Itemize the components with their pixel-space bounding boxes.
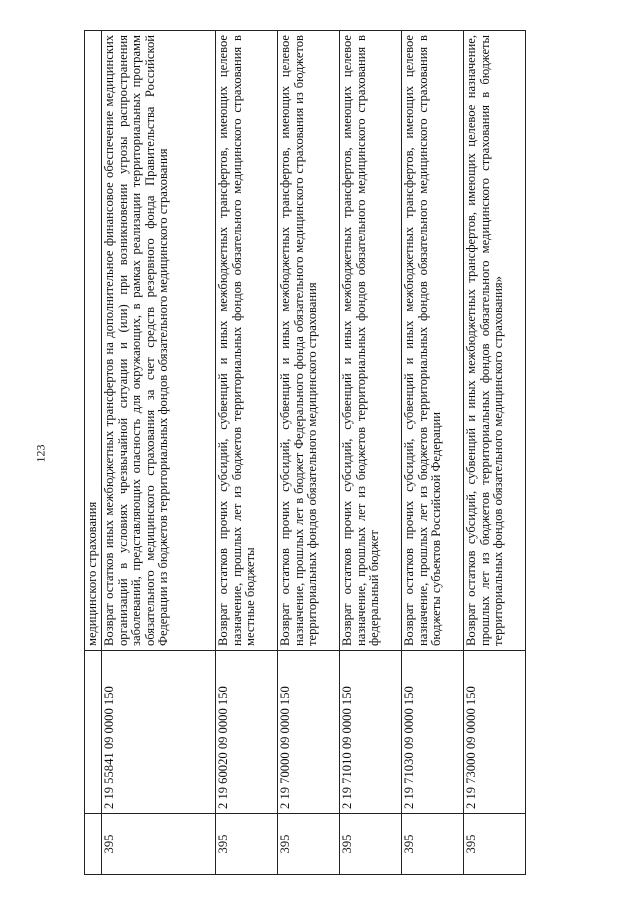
description-cell: медицинского страхования xyxy=(85,31,102,651)
table-row xyxy=(278,31,340,875)
description-cell: Возврат остатков прочих субсидий, субвенций и иных межбюджетных трансфертов, имеющих целевое назначение, прошлых лет из бюджетов территориальных фондов обязательного медицинского страхования в бюджеты субъектов Российской Федерации xyxy=(402,31,464,651)
admin-code-cell: 395 xyxy=(464,814,526,875)
description-cell: Возврат остатков субсидий, субвенций и иных межбюджетных трансфертов, имеющих целевое назначение, прошлых лет из бюджетов территориальных фондов обязательного медицинского страхования в бюджеты территориальных фондов обязательного медицинского страхования» xyxy=(464,31,526,651)
admin-code-cell xyxy=(85,814,102,875)
kbk-code-cell: 2 19 71010 09 0000 150 xyxy=(340,651,402,814)
description-cell: Возврат остатков прочих субсидий, субвенций и иных межбюджетных трансфертов, имеющих целевое назначение, прошлых лет из бюджетов территориальных фондов обязательного медицинского страхования в федеральный бюджет xyxy=(340,31,402,651)
page-number: 123 xyxy=(33,444,48,463)
kbk-code-cell: 2 19 71030 09 0000 150 xyxy=(402,651,464,814)
kbk-code-cell xyxy=(85,651,102,814)
table-row xyxy=(85,31,102,875)
admin-code-cell: 395 xyxy=(102,814,216,875)
description-cell: Возврат остатков прочих субсидий, субвенций и иных межбюджетных трансфертов, имеющих целевое назначение, прошлых лет из бюджетов территориальных фондов обязательного медицинского страхования в местные бюджеты xyxy=(216,31,278,651)
admin-code-cell: 395 xyxy=(402,814,464,875)
kbk-code-cell: 2 19 60020 09 0000 150 xyxy=(216,651,278,814)
table-row xyxy=(402,31,464,875)
admin-code-cell: 395 xyxy=(216,814,278,875)
kbk-code-cell: 2 19 55841 09 0000 150 xyxy=(102,651,216,814)
admin-code-cell: 395 xyxy=(340,814,402,875)
table-row xyxy=(340,31,402,875)
table-row xyxy=(216,31,278,875)
kbk-code-cell: 2 19 73000 09 0000 150 xyxy=(464,651,526,814)
budget-classification-table xyxy=(84,30,526,875)
admin-code-cell: 395 xyxy=(278,814,340,875)
description-cell: Возврат остатков прочих субсидий, субвенций и иных межбюджетных трансфертов, имеющих целевое назначение, прошлых лет в бюджет Федерального фонда обязательного медицинского страхования из бюджетов территориальных фондов обязательного медицинского страхования xyxy=(278,31,340,651)
description-cell: Возврат остатков иных межбюджетных трансфертов на дополнительное финансовое обеспечение медицинских организаций в условиях чрезвычайной ситуации и (или) при возникновении угрозы распространения заболеваний, представляющих опасность для окружающих, в рамках реализации территориальных программ обязательного медицинского страхования за счет средств резервного фонда Правительства Российской Федерации из бюджетов территориальных фондов обязательного медицинского страхования xyxy=(102,31,216,651)
kbk-code-cell: 2 19 70000 09 0000 150 xyxy=(278,651,340,814)
table-row xyxy=(102,31,216,875)
table-row xyxy=(464,31,526,875)
rotated-page-content xyxy=(84,30,557,875)
